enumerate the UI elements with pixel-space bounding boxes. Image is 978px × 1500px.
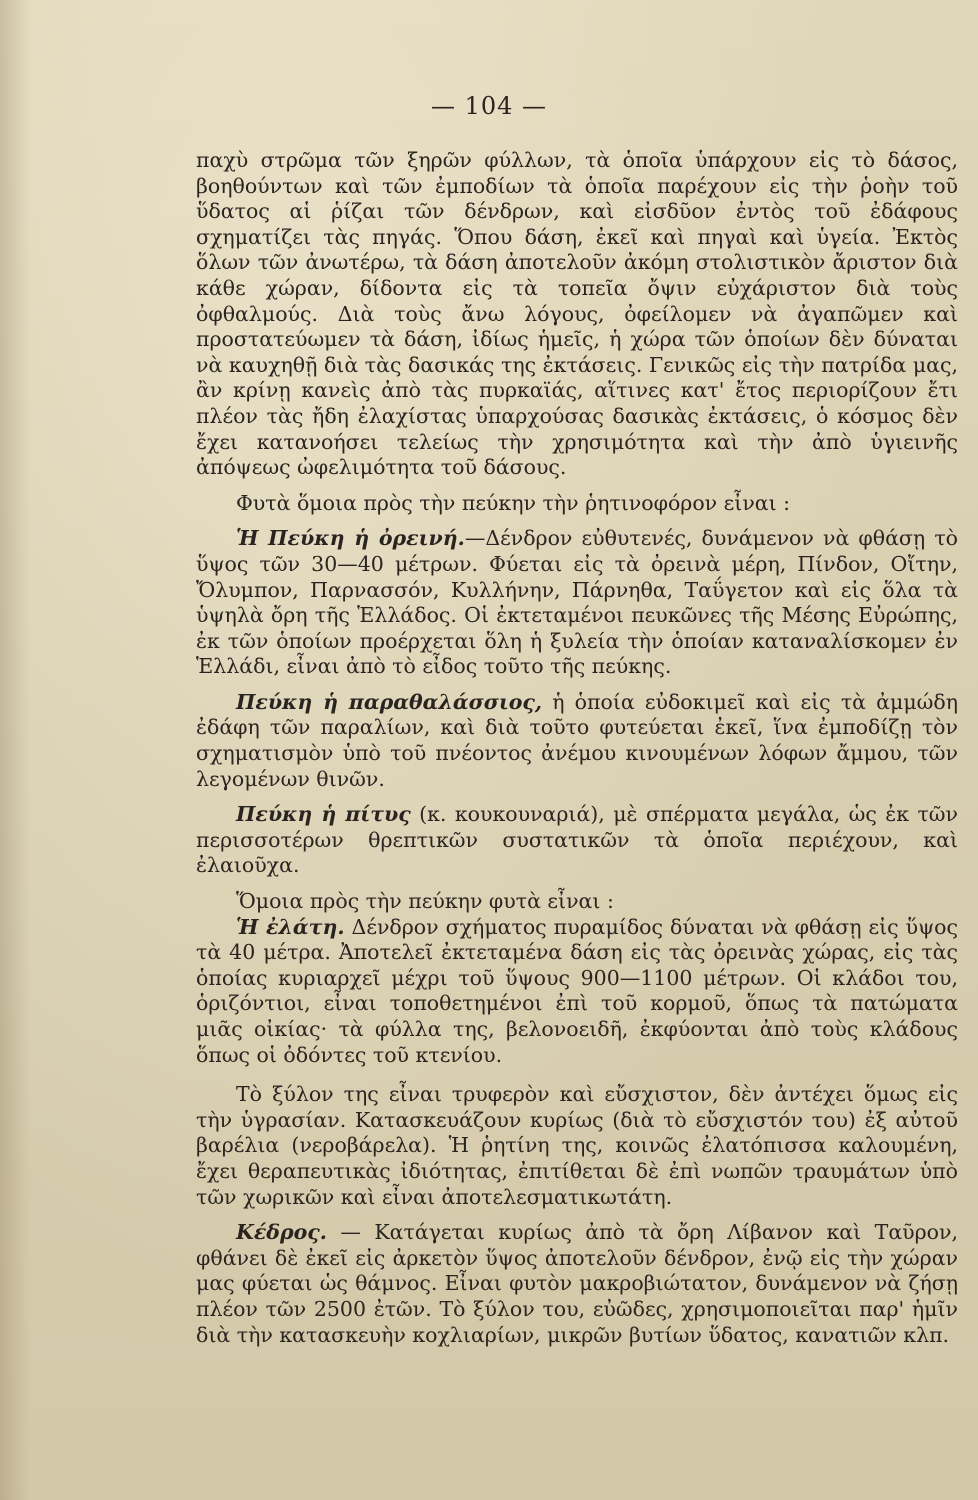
paragraph-stone-pine [196,802,958,879]
term-stone-pine: Πεύκη ἡ πίτυς [236,802,411,827]
body-text [196,148,958,1348]
term-cedar: Κέδρος. [236,1220,327,1245]
term-fir: Ἡ ἐλάτη. [236,914,345,939]
paragraph-cedar [196,1220,958,1348]
term-mountain-pine: Ἡ Πεύκη ἡ ὀρεινή. [236,526,465,551]
paragraph-mountain-pine [196,526,958,680]
term-coastal-pine: Πεύκη ἡ παραθαλάσσιος, [236,689,543,714]
paragraph-fir-wood: Τὸ ξύλον της εἶναι τρυφερὸν καὶ εὔσχιστον, δὲν ἀντέχει ὅμως εἰς τὴν ὑγρασίαν. Κατασκευάζουν κυρίως (διὰ τὸ εὔσχιστόν του) ἐξ αὐτοῦ βαρέλια (νεροβάρελα). Ἡ ῥητίνη της, κοινῶς ἐλατόπισσα καλουμένη, ἔχει θεραπευτικὰς ἰδιότητας, ἐπιτίθεται δὲ ἐπὶ νωπῶν τραυμάτων ὑπὸ τῶν χωρικῶν καὶ εἶναι ἀποτελεσματικωτάτη. [196,1082,958,1209]
fir-description: Δένδρον σχήματος πυραμίδος δύναται νὰ φθάσῃ εἰς ὕψος τὰ 40 μέτρα. Ἀποτελεῖ ἐκτεταμένα δάση εἰς τὰς ὀρεινὰς χώρας, εἰς τὰς ὁποίας κυριαρχεῖ μέχρι τοῦ ὕψους 900—1100 μέτρων. Οἱ κλάδοι του, ὁριζόντιοι, εἶναι τοποθετημένοι ἐπὶ τοῦ κορμοῦ, ὅπως τὰ πατώματα μιᾶς οἰκίας· τὰ φύλλα της, βελονοειδῆ, ἐκφύονται ἀπὸ τοὺς κλάδους ὅπως οἱ ὀδόντες τοῦ κτενίου. [196,914,959,1067]
mountain-pine-description: —Δένδρον εὐθυτενές, δυνάμενον νὰ φθάσῃ τὸ ὕψος τῶν 30—40 μέτρων. Φύεται εἰς τὰ ὀρεινὰ μέρη, Πίνδον, Οἴτην, Ὄλυμπον, Παρνασσόν, Κυλλήνην, Πάρνηθα, Ταΰγετον καὶ εἰς ὅλα τὰ ὑψηλὰ ὄρη τῆς Ἑλλάδος. Οἱ ἐκτεταμένοι πευκῶνες τῆς Μέσης Εὐρώπης, ἐκ τῶν ὁποίων προέρχεται ὅλη ἡ ξυλεία τὴν ὁποίαν καταναλίσκομεν ἐν Ἑλλάδι, εἶναι ἀπὸ τὸ εἶδος τοῦτο τῆς πεύκης. [196,526,958,679]
cedar-description: — Κατάγεται κυρίως ἀπὸ τὰ ὄρη Λίβανον καὶ Ταῦρον, φθάνει δὲ ἐκεῖ εἰς ἀρκετὸν ὕψος ἀποτελοῦν δένδρον, ἐνῷ εἰς τὴν χώραν μας φύεται ὡς θάμνος. Εἶναι φυτὸν μακροβιώτατον, δυνάμενον νὰ ζήσῃ πλέον τῶν 2500 ἐτῶν. Τὸ ξύλον του, εὐῶδες, χρησιμοποιεῖται παρ' ἡμῖν διὰ τὴν κατασκευὴν κοχλιαρίων, μικρῶν βυτίων ὕδατος, κανατιῶν κλπ. [196,1220,958,1347]
paragraph-coastal-pine [196,690,958,792]
stone-pine-description: (κ. κουκουναριά), μὲ σπέρματα μεγάλα, ὡς ἐκ τῶν περισσοτέρων θρεπτικῶν συστατικῶν τὰ ὁποῖα περιέχουν, καὶ ἐλαιοῦχα. [196,802,958,878]
paragraph-similar-plants-intro: Φυτὰ ὅμοια πρὸς τὴν πεύκην τὴν ῥητινοφόρον εἶναι : [236,490,791,515]
paragraph-similar-to-pine: Ὅμοια πρὸς τὴν πεύκην φυτὰ εἶναι : [236,889,614,914]
paragraph-fir [196,915,958,1069]
binding-shadow [0,0,30,1500]
page-number: — 104 — [430,92,548,120]
coastal-pine-description: ἡ ὁποία εὐδοκιμεῖ καὶ εἰς τὰ ἀμμώδη ἐδάφη τῶν παραλίων, καὶ διὰ τοῦτο φυτεύεται ἐκεῖ, ἵνα ἐμποδίζῃ τὸν σχηματισμὸν ὑπὸ τοῦ πνέοντος ἀνέμου κινουμένων λόφων ἄμμου, τῶν λεγομένων θινῶν. [196,689,958,791]
paragraph-forest-benefits: παχὺ στρῶμα τῶν ξηρῶν φύλλων, τὰ ὁποῖα ὑπάρχουν εἰς τὸ δάσος, βοηθούντων καὶ τῶν ἐμποδίων τὰ ὁποῖα παρέχουν εἰς τὴν ῥοὴν τοῦ ὕδατος αἱ ῥίζαι τῶν δένδρων, καὶ εἰσδῦον ἐντὸς τοῦ ἐδάφους σχηματίζει τὰς πηγάς. Ὅπου δάση, ἐκεῖ καὶ πηγαὶ καὶ ὑγεία. Ἐκτὸς ὅλων τῶν ἀνωτέρω, τὰ δάση ἀποτελοῦν ἀκόμη στολιστικὸν ἄριστον διὰ κάθε χώραν, δίδοντα εἰς τὰ τοπεῖα ὄψιν εὐχάριστον διὰ τοὺς ὀφθαλμούς. Διὰ τοὺς ἄνω λόγους, ὀφείλομεν νὰ ἀγαπῶμεν καὶ προστατεύωμεν τὰ δάση, ἰδίως ἡμεῖς, ἡ χώρα τῶν ὁποίων δὲν δύναται νὰ καυχηθῇ διὰ τὰς δασικάς της ἐκτάσεις. Γενικῶς εἰς τὴν πατρίδα μας, ἂν κρίνῃ κανεὶς ἀπὸ τὰς πυρκαϊάς, αἵτινες κατ' ἔτος περιορίζουν ἔτι πλέον τὰς ἤδη ἐλαχίστας ὑπαρχούσας δασικὰς ἐκτάσεις, ὁ κόσμος δὲν ἔχει κατανοήσει τελείως τὴν χρησιμότητα καὶ τὴν ἀπὸ ὑγιεινῆς ἀπόψεως ὠφελιμότητα τοῦ δάσους. [196,148,958,480]
